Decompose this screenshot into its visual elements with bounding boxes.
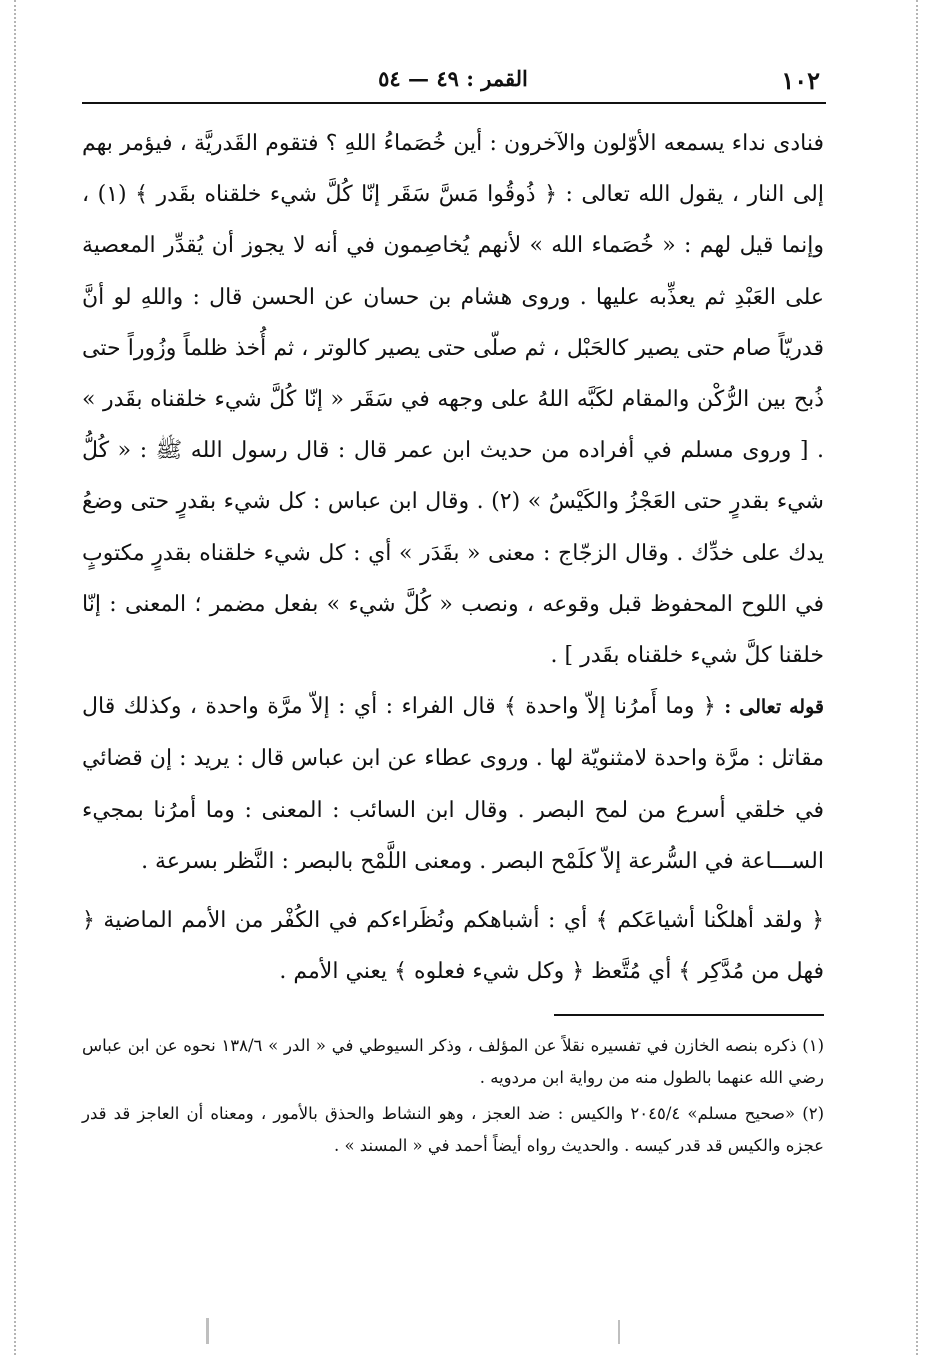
paragraph-lead: قوله تعالى : <box>724 696 824 719</box>
page-number: ١٠٢ <box>781 66 820 95</box>
paragraph-text: ﴿ وما أَمرُنا إلاّ واحدة ﴾ قال الفراء : أي : إلاّ مرَّة واحدة ، وكذلك قال مقاتل : مرَّة واحدة لامثنويّة لها . وروى عطاء عن ابن عباس قال : يريد : إن قضائي في خلقي أسرع من لمح البصر . وقال ابن السائب : المعنى : وما أمرُنا بمجيء الســـاعة في السُّرعة إلاّ كلَمْح البصر . ومعنى اللَّمْح بالبصر : النَّظر بسرعة . <box>82 694 824 874</box>
running-title: القمر : ٤٩ — ٥٤ <box>378 66 528 91</box>
paragraph <box>82 681 824 887</box>
footnote: (١) ذكره بنصه الخازن في تفسيره نقلاً عن المؤلف ، وذكر السيوطي في « الدر » ١٣٨/٦ نحوه عن ابن عباس رضي الله عنهما بالطول منه من رواية ابن مردويه . <box>82 1036 825 1088</box>
footnotes <box>82 1030 824 1162</box>
right-scan-edge <box>916 0 918 1355</box>
body-text <box>82 118 824 997</box>
paragraph: ﴿ ولقد أهلكْنا أشياعَكم ﴾ أي : أشباهكم ونُظَراءكم في الكُفْر من الأمم الماضية ﴿ فهل من مُدَّكِر ﴾ أي مُتَّعظ ﴿ وكل شيء فعلوه ﴾ يعني الأمم . <box>82 908 824 985</box>
book-page <box>82 58 824 1162</box>
paragraph: فنادى نداء يسمعه الأوّلون والآخرون : أين خُصَماءُ اللهِ ؟ فتقوم القَدريَّة ، فيؤمر بهم إلى النار ، يقول الله تعالى : ﴿ ذُوقُوا مَسَّ سَقَر إنّا كُلَّ شيء خلقناه بقَدر ﴾ (١) ، وإنما قيل لهم : « خُصَماء الله » لأنهم يُخاصِمون في أنه لا يجوز أن يُقدِّر المعصية على العَبْدِ ثم يعذِّبه عليها . وروى هشام بن حسان عن الحسن قال : واللهِ لو أنَّ قدريّاً صام حتى يصير كالحَبْل ، ثم صلّى حتى يصير كالوتر ، ثم أُخذ ظلماً وزُوراً حتى ذُبح بين الرُّكْن والمقام لكَبَّه اللهُ على وجهه في سَقَر « إنّا كُلَّ شيء خلقناه بقَدر » . [ وروى مسلم في أفراده من حديث ابن عمر قال : قال رسول الله ﷺ : « كُلُّ شيء بقدرٍ حتى العَجْزُ والكَيْسُ » (٢) . وقال ابن عباس : كل شيء بقدرٍ حتى وضعُ يدك على خدِّك . وقال الزجّاج : معنى « بقَدَر » أي : كل شيء خلقناه بقدرٍ مكتوبٍ في اللوح المحفوظ قبل وقوعه ، ونصب « كُلَّ شيء » بفعل مضمر ؛ المعنى : إنّا خلقنا كلَّ شيء خلقناه بقَدر ] . <box>82 131 824 669</box>
header-rule <box>82 102 826 104</box>
footnote-rule <box>554 1014 824 1016</box>
bottom-margin-mark <box>618 1320 620 1344</box>
page-header <box>82 58 824 102</box>
bottom-margin-mark <box>206 1318 209 1344</box>
footnote: (٢) «صحيح مسلم» ٢٠٤٥/٤ والكيس : ضد العجز ، وهو النشاط والحذق بالأمور ، ومعناه أن العاجز قد قدر عجزه والكيس قد قدر كيسه . والحديث رواه أيضاً أحمد في « المسند » . <box>82 1104 824 1156</box>
left-scan-edge <box>14 0 16 1355</box>
